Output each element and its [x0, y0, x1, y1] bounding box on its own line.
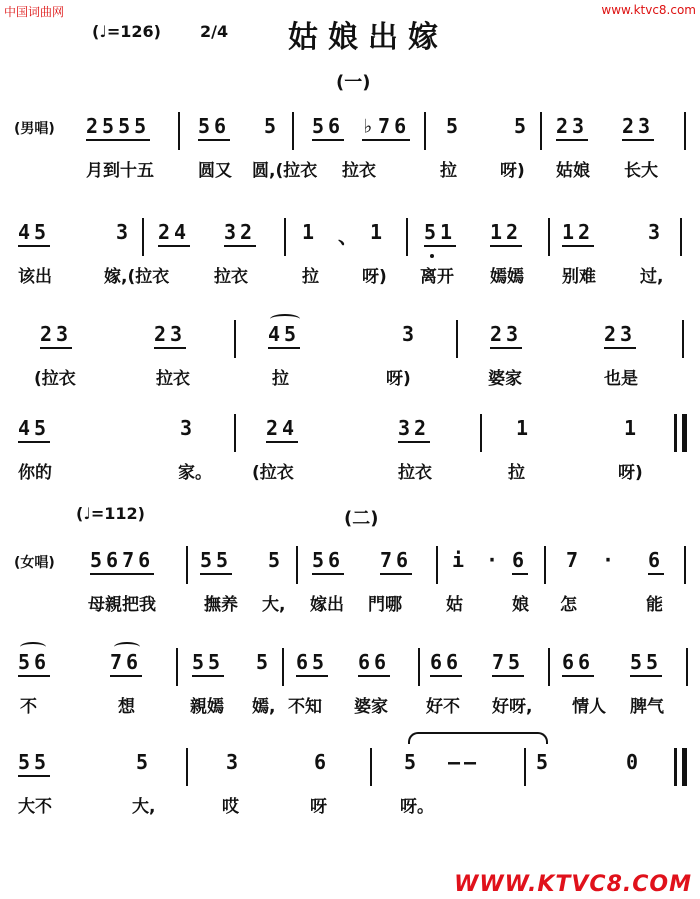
note-group: 1: [370, 220, 387, 244]
note-group: 0: [626, 750, 643, 774]
bar-line: [176, 648, 178, 686]
note-group: 24: [266, 416, 298, 443]
note-group: 66: [430, 650, 462, 677]
note-group: 2555: [86, 114, 150, 141]
lyric: 圆又: [198, 161, 232, 181]
lyric: 婆家: [488, 369, 522, 389]
note-group: 5: [268, 548, 285, 572]
note-group: 1: [624, 416, 641, 440]
lyric: 好不: [426, 697, 460, 717]
slur-mark: [114, 642, 140, 652]
note-group: 5: [264, 114, 281, 138]
note-group: ——: [448, 750, 481, 774]
bar-line: [436, 546, 438, 584]
note-group: 6: [314, 750, 331, 774]
note-group: 23: [622, 114, 654, 141]
bar-line: [418, 648, 420, 686]
note-group: 5676: [90, 548, 154, 575]
final-bar-line: [682, 748, 687, 786]
lyric: 姑娘: [556, 161, 590, 181]
lyric: 呀): [386, 369, 411, 389]
lyric: 娘: [512, 595, 529, 615]
lyric: 拉: [440, 161, 457, 181]
note-group: 24: [158, 220, 190, 247]
lyric: 門哪: [368, 595, 402, 615]
note-group: 66: [562, 650, 594, 677]
lyric: 嫣嫣: [490, 267, 524, 287]
lyric: 圆,(拉衣: [252, 161, 318, 181]
note-group: 12: [562, 220, 594, 247]
bar-line: [682, 320, 684, 358]
note-group: 23: [490, 322, 522, 349]
bar-line: [684, 546, 686, 584]
lyric: 拉衣: [398, 463, 432, 483]
note-group: i: [452, 548, 469, 572]
note-group: ♭76: [362, 114, 410, 141]
lyric: 也是: [604, 369, 638, 389]
slur-mark: [20, 642, 46, 652]
bar-line: [292, 112, 294, 150]
lyric: 拉衣: [214, 267, 248, 287]
bar-line: [186, 748, 188, 786]
note-group: 7: [566, 548, 583, 572]
slur-mark: [270, 314, 300, 324]
bar-line: [424, 112, 426, 150]
lyric: 长大: [624, 161, 658, 181]
bar-line: [186, 546, 188, 584]
note-group: 3: [226, 750, 243, 774]
watermark-top-left: 中国词曲网: [4, 5, 65, 19]
lyric: 你的: [18, 463, 52, 483]
note-group: 45: [18, 220, 50, 247]
bar-line: [284, 218, 286, 256]
lyric: 不知: [288, 697, 322, 717]
lyric: 不: [20, 697, 37, 717]
notation-line: [0, 546, 700, 586]
note-group: 51: [424, 220, 456, 247]
lyric: 婆家: [354, 697, 388, 717]
bar-line: [480, 414, 482, 452]
lyric: 拉衣: [156, 369, 190, 389]
lyric: 脾气: [630, 697, 664, 717]
bar-line: [548, 648, 550, 686]
note-group: 6: [648, 548, 664, 575]
note-group: 65: [296, 650, 328, 677]
final-bar-line: [682, 414, 687, 452]
note-group: 5: [136, 750, 153, 774]
section-label-1: (一): [336, 72, 371, 93]
low-octave-dot: [430, 254, 434, 258]
voice-label-male: (男唱): [14, 121, 55, 137]
note-group: 76: [380, 548, 412, 575]
note-group: 3: [180, 416, 197, 440]
note-group: 32: [224, 220, 256, 247]
time-signature: 2/4: [200, 22, 229, 41]
bar-line: [234, 320, 236, 358]
note-group: 56: [312, 114, 344, 141]
bar-line: [674, 748, 677, 786]
notation-line: [0, 112, 700, 152]
bar-line: [296, 546, 298, 584]
bar-line: [406, 218, 408, 256]
voice-label-female: (女唱): [14, 555, 55, 571]
watermark-top-right: www.ktvc8.com: [601, 3, 696, 17]
note-group: 5: [536, 750, 553, 774]
note-group: 23: [40, 322, 72, 349]
note-group: 、: [338, 224, 362, 248]
note-group: 32: [398, 416, 430, 443]
lyric: 拉: [508, 463, 525, 483]
lyric: 呀): [362, 267, 387, 287]
watermark-bottom-right: WWW.KTVC8.COM: [454, 872, 692, 897]
song-title: 姑娘出嫁: [288, 20, 448, 55]
note-group: 23: [604, 322, 636, 349]
lyric: 母親把我: [88, 595, 156, 615]
lyric: 大,: [262, 595, 286, 615]
lyric-line: [0, 262, 700, 288]
note-group: 56: [18, 650, 50, 677]
note-group: 5: [256, 650, 273, 674]
bar-line: [544, 546, 546, 584]
note-group: 55: [200, 548, 232, 575]
section-label-2: (二): [344, 508, 379, 529]
notation-line: [0, 320, 700, 360]
bar-line: [680, 218, 682, 256]
note-group: 76: [110, 650, 142, 677]
lyric-line: [0, 792, 700, 818]
lyric: 嫣,: [252, 697, 276, 717]
lyric: 怎: [560, 595, 577, 615]
tie-mark: [408, 732, 548, 744]
bar-line: [178, 112, 180, 150]
bar-line: [540, 112, 542, 150]
lyric-line: [0, 458, 700, 484]
note-group: 23: [556, 114, 588, 141]
lyric: 拉: [302, 267, 319, 287]
lyric: 呀): [500, 161, 525, 181]
note-group: 75: [492, 650, 524, 677]
note-group: 45: [18, 416, 50, 443]
lyric: (拉衣: [252, 463, 294, 483]
lyric: 别难: [562, 267, 596, 287]
note-group: 1: [516, 416, 533, 440]
bar-line: [456, 320, 458, 358]
note-group: 3: [648, 220, 665, 244]
note-group: 5: [514, 114, 531, 138]
lyric: 过,: [640, 267, 664, 287]
notation-line: [0, 218, 700, 258]
lyric-line: [0, 692, 700, 718]
lyric: 嫁出: [310, 595, 344, 615]
notation-line: [0, 648, 700, 688]
lyric: 親嫣: [190, 697, 224, 717]
lyric: 大不: [18, 797, 52, 817]
note-group: 66: [358, 650, 390, 677]
tempo-marking-2: (♩=112): [76, 504, 145, 523]
bar-line: [686, 648, 688, 686]
bar-line: [674, 414, 677, 452]
bar-line: [282, 648, 284, 686]
note-group: 1: [302, 220, 319, 244]
note-group: 5: [446, 114, 463, 138]
note-group: 56: [312, 548, 344, 575]
note-group: 12: [490, 220, 522, 247]
lyric: 离开: [420, 267, 454, 287]
note-group: 3: [402, 322, 419, 346]
note-group: 56: [198, 114, 230, 141]
lyric: 月到十五: [86, 161, 154, 181]
lyric: 嫁,(拉衣: [104, 267, 170, 287]
lyric: (拉衣: [34, 369, 76, 389]
lyric-line: [0, 156, 700, 182]
lyric: 呀: [310, 797, 327, 817]
lyric: 拉: [272, 369, 289, 389]
note-group: 5: [404, 750, 421, 774]
notation-line: [0, 414, 700, 454]
note-group: ·: [486, 548, 503, 572]
note-group: ·: [602, 548, 619, 572]
lyric: 呀。: [400, 797, 434, 817]
note-group: 55: [18, 750, 50, 777]
bar-line: [684, 112, 686, 150]
notation-line: [0, 748, 700, 788]
lyric: 想: [118, 697, 135, 717]
lyric: 哎: [222, 797, 239, 817]
lyric: 呀): [618, 463, 643, 483]
bar-line: [370, 748, 372, 786]
lyric: 家。: [178, 463, 212, 483]
note-group: 45: [268, 322, 300, 349]
lyric-line: [0, 590, 700, 616]
note-group: 23: [154, 322, 186, 349]
tempo-marking: (♩=126): [92, 22, 161, 41]
note-group: 3: [116, 220, 133, 244]
bar-line: [142, 218, 144, 256]
lyric: 姑: [446, 595, 463, 615]
lyric: 情人: [572, 697, 606, 717]
lyric: 撫养: [204, 595, 238, 615]
bar-line: [234, 414, 236, 452]
lyric: 该出: [18, 267, 52, 287]
lyric-line: [0, 364, 700, 390]
lyric: 好呀,: [492, 697, 533, 717]
lyric: 大,: [132, 797, 156, 817]
note-group: 6: [512, 548, 528, 575]
bar-line: [548, 218, 550, 256]
note-group: 55: [192, 650, 224, 677]
note-group: 55: [630, 650, 662, 677]
lyric: 能: [646, 595, 663, 615]
bar-line: [524, 748, 526, 786]
lyric: 拉衣: [342, 161, 376, 181]
